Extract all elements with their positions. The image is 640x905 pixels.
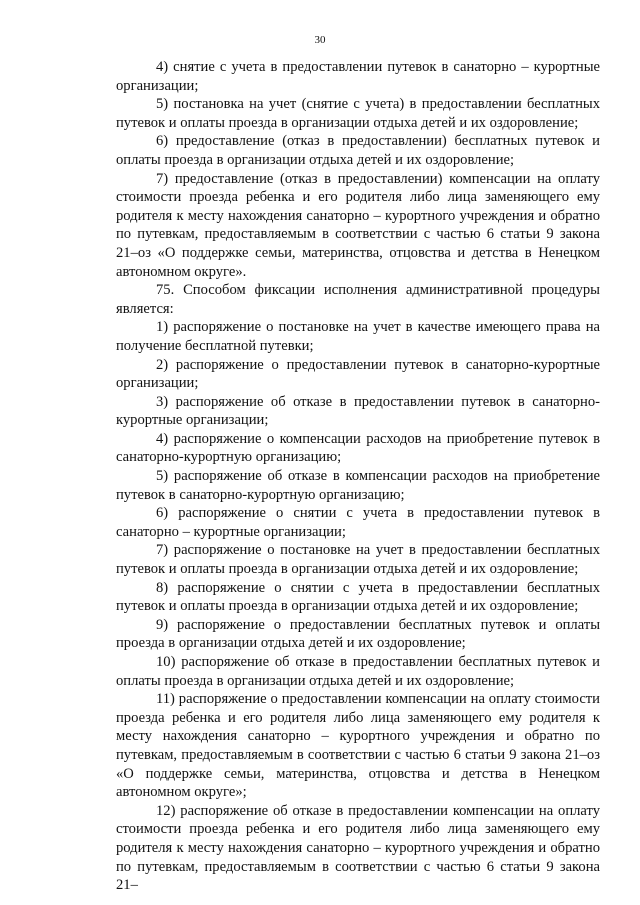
document-body — [116, 58, 600, 895]
paragraph-item-5: 5) постановка на учет (снятие с учета) в предоставлении бесплатных путевок и оплаты проезда в организации отдыха детей и их оздоровление; — [116, 96, 600, 131]
list-item-7: 7) распоряжение о постановке на учет в предоставлении бесплатных путевок и оплаты проезда в организации отдыха детей и их оздоровление; — [116, 542, 600, 578]
list-item-2: 2) распоряжение о предоставлении путевок в санаторно-курортные организации; — [116, 356, 600, 392]
paragraph-item-7: 7) предоставление (отказ в предоставлении) компенсации на оплату стоимости проезда ребенка и его родителя либо лица заменяющего ему родителя к месту нахождения санаторно – курортного учреждения и обратно по путевкам, предоставляемым в соответствии с частью 6 статьи 9 закона 21–оз «О поддержке семьи, материнства, отцовства и детства в Ненецком автономном округе». — [116, 170, 600, 280]
list-item-9: 9) распоряжение о предоставлении бесплатных путевок и оплаты проезда в организации отдыха детей и их оздоровление; — [116, 616, 600, 652]
list-item-3: 3) распоряжение об отказе в предоставлении путевок в санаторно-курортные организации; — [116, 393, 600, 429]
section-75-heading: 75. Способом фиксации исполнения административной процедуры является: — [116, 282, 600, 317]
page-number: 30 — [314, 34, 326, 46]
paragraph-item-6: 6) предоставление (отказ в предоставлении) бесплатных путевок и оплаты проезда в организации отдыха детей и их оздоровление; — [116, 133, 600, 168]
list-item-4: 4) распоряжение о компенсации расходов на приобретение путевок в санаторно-курортную организацию; — [116, 430, 600, 466]
list-item-5: 5) распоряжение об отказе в компенсации расходов на приобретение путевок в санаторно-курортную организацию; — [116, 468, 600, 503]
paragraph-item-4: 4) снятие с учета в предоставлении путевок в санаторно – курортные организации; — [116, 59, 600, 94]
list-item-10: 10) распоряжение об отказе в предоставлении бесплатных путевок и оплаты проезда в организации отдыха детей и их оздоровление; — [116, 654, 600, 689]
list-item-8: 8) распоряжение о снятии с учета в предоставлении бесплатных путевок и оплаты проезда в организации отдыха детей и их оздоровление; — [116, 579, 600, 615]
list-item-1: 1) распоряжение о постановке на учет в качестве имеющего права на получение бесплатной путевки; — [116, 319, 600, 354]
list-item-12: 12) распоряжение об отказе в предоставлении компенсации на оплату стоимости проезда ребенка и его родителя либо лица заменяющего ему родителя к месту нахождения санаторно – курортного учреждения и обратно по путевкам, предоставляемым в соответствии с частью 6 статьи 9 закона 21– — [116, 802, 600, 894]
list-item-6: 6) распоряжение о снятии с учета в предоставлении путевок в санаторно – курортные организации; — [116, 505, 600, 540]
list-item-11: 11) распоряжение о предоставлении компенсации на оплату стоимости проезда ребенка и его родителя либо лица заменяющего ему родителя к месту нахождения санаторно – курортного учреждения и обратно по путевкам, предоставляемым в соответствии с частью 6 статьи 9 закона 21–оз «О поддержке семьи, материнства, отцовства и детства в Ненецком автономном округе»; — [116, 691, 600, 801]
